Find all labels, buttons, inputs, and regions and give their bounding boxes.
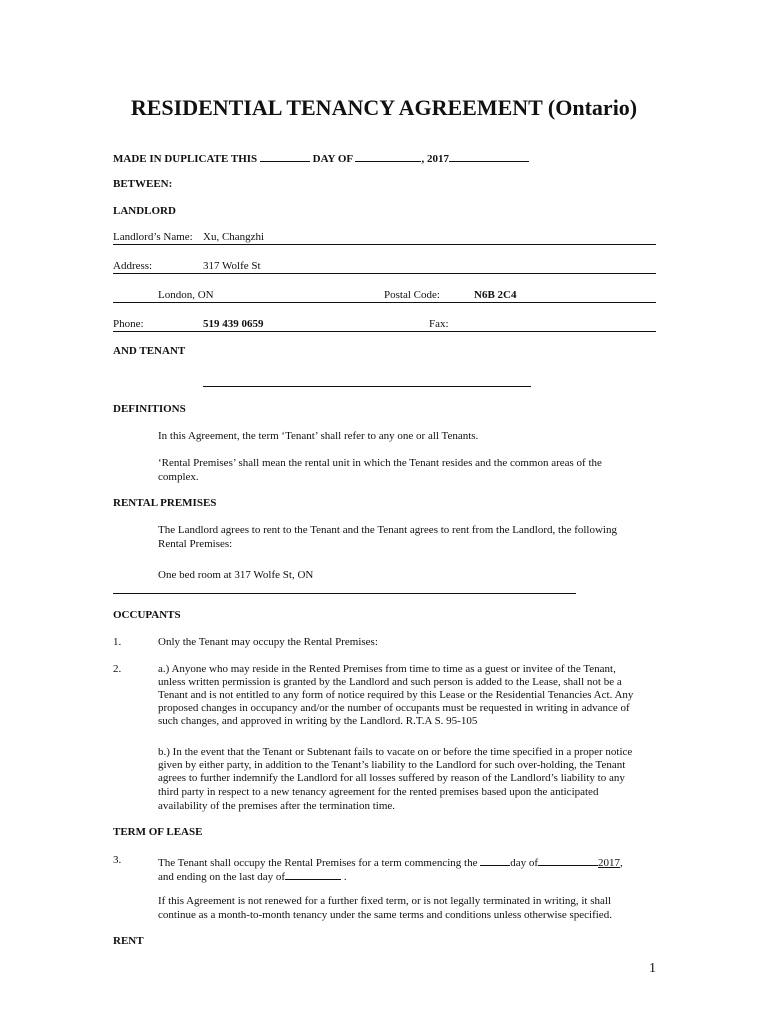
address-rule xyxy=(113,273,656,274)
address-city: London, ON xyxy=(158,289,214,301)
day-blank[interactable] xyxy=(260,150,310,162)
definitions-heading: DEFINITIONS xyxy=(113,403,186,415)
day-of-label: DAY OF xyxy=(312,153,353,165)
address-line1: 317 Wolfe St xyxy=(203,260,261,272)
item-3-year: 2017 xyxy=(598,857,621,869)
item-3-line1 xyxy=(158,854,623,869)
page-number: 1 xyxy=(649,961,656,976)
rental-unit-rule xyxy=(113,593,576,594)
item-2b-line: b.) In the event that the Tenant or Subtenant fails to vacate on or before the time specified in a proper notice xyxy=(158,746,633,758)
definitions-p2-line2: complex. xyxy=(158,471,199,483)
phone-label: Phone: xyxy=(113,318,144,330)
postal-code-label: Postal Code: xyxy=(384,289,440,301)
city-rule xyxy=(113,302,656,303)
item-2a-line: such changes, and approved in writing by the Landlord. R.T.A S. 95-105 xyxy=(158,715,478,727)
item-2b-line: third party in respect to a new tenancy agreement for the rented premises based upon the anticipated xyxy=(158,786,599,798)
and-tenant-heading: AND TENANT xyxy=(113,345,186,357)
landlord-heading: LANDLORD xyxy=(113,205,176,217)
item-2b-line: availability of the premises after the termination time. xyxy=(158,800,396,812)
tenant-name-blank[interactable] xyxy=(203,386,531,387)
postal-code-value: N6B 2C4 xyxy=(474,289,517,301)
item-3-comma: , xyxy=(620,857,623,869)
item-2a-line: Tenant and is not entitled to any form of notice required by this Lease or the Residential Tenancies Act. Any xyxy=(158,689,634,701)
document-title: RESIDENTIAL TENANCY AGREEMENT (Ontario) xyxy=(130,95,638,120)
commencing-month-blank[interactable] xyxy=(538,854,598,866)
fax-label: Fax: xyxy=(429,318,449,330)
address-label: Address: xyxy=(113,260,153,272)
definitions-p2-line1: ‘Rental Premises’ shall mean the rental unit in which the Tenant resides and the common areas of the xyxy=(158,457,602,469)
rental-unit-description: One bed room at 317 Wolfe St, ON xyxy=(158,569,314,581)
between-label: BETWEEN: xyxy=(113,178,173,190)
item-2a-line: unless written permission is granted by the Landlord and such person is added to the Lease, shall not be a xyxy=(158,676,622,688)
term-p2-line2: continue as a month-to-month tenancy under the same terms and conditions unless otherwise specified. xyxy=(158,909,612,921)
item-1-text: Only the Tenant may occupy the Rental Premises: xyxy=(158,636,378,648)
year-trailing-blank[interactable] xyxy=(449,150,529,162)
item-3-period: . xyxy=(343,871,347,883)
year-label: , 2017 xyxy=(421,153,449,165)
rental-premises-p1-line1: The Landlord agrees to rent to the Tenant and the Tenant agrees to rent from the Landlord, the following xyxy=(158,524,617,536)
item-3-commencing-text: The Tenant shall occupy the Rental Premises for a term commencing the xyxy=(158,857,478,869)
landlord-name-rule xyxy=(113,244,656,245)
item-3-line2 xyxy=(158,868,347,883)
item-2b-line: agrees to further indemnify the Landlord for all losses suffered by reason of the Landlord’s liability to any xyxy=(158,772,625,784)
item-3-number: 3. xyxy=(113,854,122,866)
item-2-number: 2. xyxy=(113,663,122,675)
term-of-lease-heading: TERM OF LEASE xyxy=(113,826,203,838)
rental-premises-p1-line2: Rental Premises: xyxy=(158,538,233,550)
item-1-number: 1. xyxy=(113,636,122,648)
phone-value: 519 439 0659 xyxy=(203,318,264,330)
made-in-duplicate-prefix: MADE IN DUPLICATE THIS xyxy=(113,153,258,165)
made-in-duplicate-line xyxy=(113,150,529,165)
item-2b-line: given by either party, in addition to the Tenant’s liability to the Landlord for such over-holding, the Tenant xyxy=(158,759,626,771)
rental-premises-heading: RENTAL PREMISES xyxy=(113,497,217,509)
ending-day-blank[interactable] xyxy=(285,868,341,880)
item-2a-line: proposed changes in occupancy and/or the number of occupants must be requested in writing in advance of xyxy=(158,702,630,714)
item-2a-line: a.) Anyone who may reside in the Rented Premises from time to time as a guest or invitee of the Tenant, xyxy=(158,663,616,675)
rent-heading: RENT xyxy=(113,935,144,947)
item-3-ending-text: and ending on the last day of xyxy=(158,871,286,883)
phone-rule xyxy=(113,331,656,332)
month-blank[interactable] xyxy=(355,150,421,162)
definitions-p1: In this Agreement, the term ‘Tenant’ shall refer to any one or all Tenants. xyxy=(158,430,479,442)
landlord-name-value: Xu, Changzhi xyxy=(203,231,265,243)
item-3-day-of-text: day of xyxy=(510,857,539,869)
commencing-day-blank[interactable] xyxy=(480,854,510,866)
occupants-heading: OCCUPANTS xyxy=(113,609,181,621)
landlord-name-label: Landlord’s Name: xyxy=(113,231,193,243)
term-p2-line1: If this Agreement is not renewed for a further fixed term, or is not legally terminated in writing, it shall xyxy=(158,895,612,907)
